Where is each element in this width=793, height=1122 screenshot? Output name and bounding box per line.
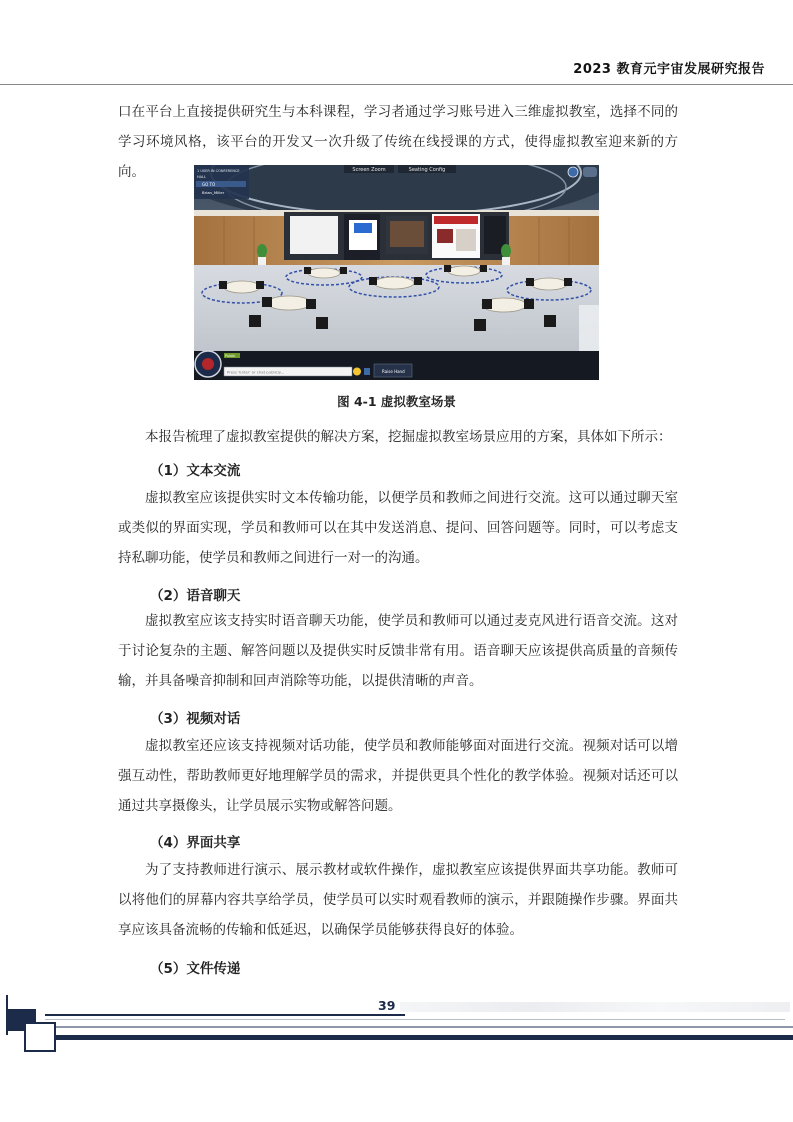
send-icon[interactable] bbox=[364, 368, 370, 375]
section-body-screen-share: 为了支持教师进行演示、展示教材或软件操作，虚拟教室应该提供界面共享功能。教师可以将他们的屏幕内容共享给学员，使学员可以实时观看教师的演示，并跟随操作步骤。界面共享应该具备流畅的传输和低延迟，以确保学员能够获得良好的体验。 bbox=[118, 862, 678, 938]
screen-zoom-tab[interactable]: Screen Zoom bbox=[352, 167, 386, 173]
virtual-classroom-scene bbox=[194, 165, 599, 380]
footer-faint-band bbox=[400, 1002, 790, 1012]
footer-line-top bbox=[45, 1014, 405, 1016]
footer-square-outline bbox=[24, 1022, 56, 1052]
users-in-conference: 1 USER IN CONFERENCE bbox=[197, 169, 240, 173]
summary-paragraph: 本报告梳理了虚拟教室提供的解决方案，挖掘虚拟教室场景应用的方案，具体如下所示： bbox=[145, 429, 672, 445]
section-heading-screen-share: （4）界面共享 bbox=[150, 835, 241, 851]
globe-icon[interactable] bbox=[568, 167, 578, 177]
go-to-button[interactable]: GO TO bbox=[202, 182, 216, 187]
section-body-video-dialog: 虚拟教室还应该支持视频对话功能，使学员和教师能够面对面进行交流。视频对话可以增强互动性，帮助教师更好地理解学员的需求，并提供更具个性化的教学体验。视频对话还可以通过共享摄像头，让学员展示实物或解答问题。 bbox=[118, 738, 678, 814]
footer-line-thin bbox=[45, 1019, 785, 1020]
footer-line-bottom bbox=[45, 1035, 793, 1040]
section-heading-video-dialog: （3）视频对话 bbox=[150, 711, 241, 727]
settings-icon[interactable] bbox=[583, 167, 597, 177]
chat-placeholder: Press 'Enter' or chat publicly... bbox=[227, 369, 285, 375]
section-heading-text-chat: （1）文本交流 bbox=[150, 463, 241, 479]
page-number: 39 bbox=[378, 998, 396, 1013]
emoji-icon[interactable] bbox=[353, 368, 361, 376]
figure-virtual-classroom bbox=[194, 165, 599, 380]
public-tag[interactable]: Public bbox=[225, 354, 236, 358]
user-name: Brian_Miller bbox=[202, 190, 225, 195]
intro-paragraph: 口在平台上直接提供研究生与本科课程，学习者通过学习账号进入三维虚拟教室，选择不同的学习环境风格，该平台的开发又一次升级了传统在线授课的方式，使得虚拟教室迎来新的方向。 bbox=[118, 104, 678, 180]
section-heading-voice-chat: （2）语音聊天 bbox=[150, 588, 241, 604]
seating-config-tab[interactable]: Seating Config bbox=[408, 167, 446, 173]
raise-hand-label: Raise Hand bbox=[382, 369, 405, 374]
footer-line-mid bbox=[56, 1026, 793, 1028]
page-header: 2023 教育元宇宙发展研究报告 bbox=[573, 62, 765, 77]
hall-label: HALL bbox=[197, 175, 206, 179]
section-heading-file-transfer: （5）文件传递 bbox=[150, 961, 241, 977]
header-rule bbox=[0, 84, 793, 85]
section-body-text-chat: 虚拟教室应该提供实时文本传输功能，以便学员和教师之间进行交流。这可以通过聊天室或类似的界面实现，学员和教师可以在其中发送消息、提问、回答问题等。同时，可以考虑支持私聊功能，使学员和教师之间进行一对一的沟通。 bbox=[118, 490, 678, 566]
figure-caption: 图 4-1 虚拟教室场景 bbox=[337, 394, 456, 409]
section-body-voice-chat: 虚拟教室应该支持实时语音聊天功能，使学员和教师可以通过麦克风进行语音交流。这对于讨论复杂的主题、解答问题以及提供实时反馈非常有用。语音聊天应该提供高质量的音频传输，并具备噪音抑制和回声消除等功能，以提供清晰的声音。 bbox=[118, 613, 678, 689]
